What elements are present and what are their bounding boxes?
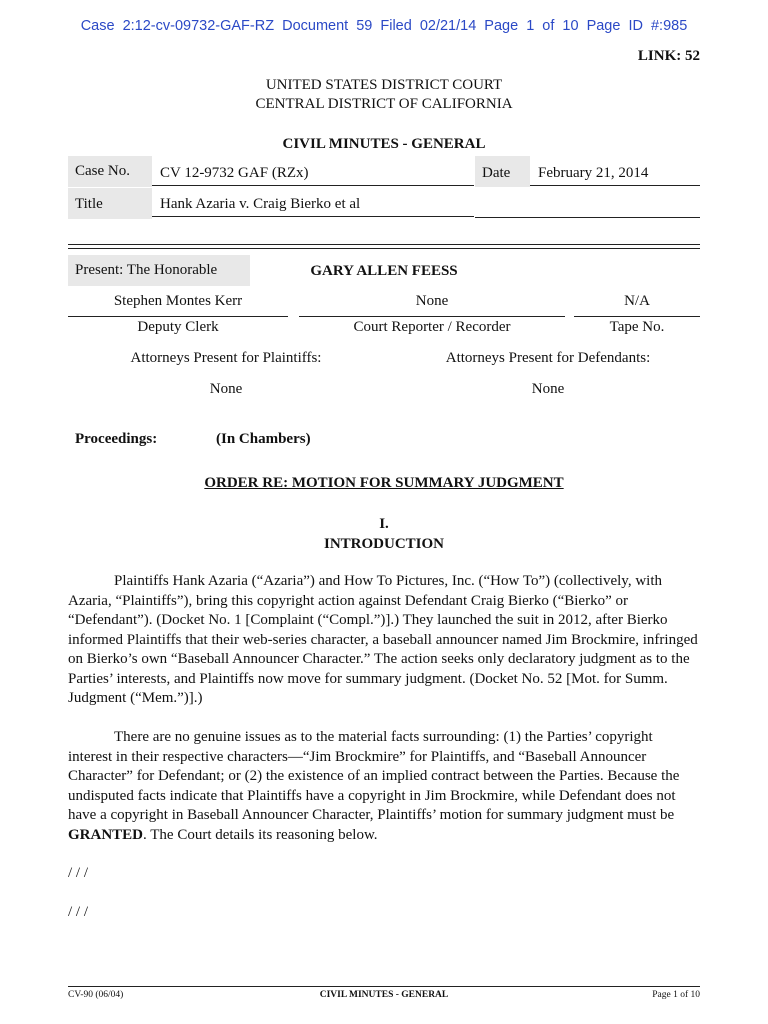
section-title: INTRODUCTION	[323, 536, 444, 552]
footer-page: Page 1 of 10	[652, 990, 700, 1000]
case-no-label: Case No.	[68, 156, 152, 187]
court-name	[0, 76, 768, 114]
attorneys-plaintiffs-label: Attorneys Present for Plaintiffs:	[130, 350, 322, 366]
proceedings-value: (In Chambers)	[216, 431, 311, 447]
case-header-stamp: Case 2:12-cv-09732-GAF-RZ Document 59 Filed 02/21/14 Page 1 of 10 Page ID #:985	[80, 18, 688, 34]
court-line-1: UNITED STATES DISTRICT COURT	[265, 77, 503, 93]
judge-name: GARY ALLEN FEESS	[310, 263, 458, 279]
deputy-clerk-label: Deputy Clerk	[137, 319, 219, 335]
footer-title: CIVIL MINUTES - GENERAL	[319, 990, 449, 1000]
section-break-2: / / /	[68, 904, 89, 920]
tape-no-value: N/A	[574, 293, 700, 317]
court-reporter-label: Court Reporter / Recorder	[353, 319, 511, 335]
double-rule	[68, 244, 700, 249]
paragraph-2-after: . The Court details its reasoning below.	[143, 826, 378, 843]
link-number: LINK: 52	[637, 48, 700, 64]
order-title-text: ORDER RE: MOTION FOR SUMMARY JUDGMENT	[204, 475, 564, 491]
attorneys-defendants-value: None	[531, 381, 565, 397]
paragraph-2-before: There are no genuine issues as to the material facts surrounding: (1) the Parties’ copyright interest in their respective characters—“Jim Brockmire” for Plaintiffs, and “Baseball Announcer Character” for Defendant; or (2) the existence of an implied contract between the Parties. Because the undisputed facts indicate that Plaintiffs have a copyright in Jim Brockmire, while Defendant does not have a copyright in Baseball Announcer Character, Plaintiffs’ motion for summary judgment must be	[68, 729, 680, 823]
paragraph-1-text: Plaintiffs Hank Azaria (“Azaria”) and How To Pictures, Inc. (“How To”) (collectively, with Azaria, “Plaintiffs”), bring this copyright action against Defendant Craig Bierko (“Bierko” or “Defendant”). (Docket No. 1 [Complaint (“Compl.”)].) They launched the suit in 2012, after Bierko informed Plaintiffs that their web-series character, a baseball announcer named Jim Brockmire, infringed on Bierko’s own “Baseball Announcer Character.” The action seeks only declaratory judgment as to the Parties’ interests, and Plaintiffs now move for summary judgment. (Docket No. 52 [Mot. for Summ. Judgment (“Mem.”)].)	[68, 573, 698, 706]
footer-rule	[68, 986, 700, 987]
case-no-value: CV 12-9732 GAF (RZx)	[152, 156, 474, 186]
footer-form-number: CV-90 (06/04)	[68, 990, 124, 1000]
deputy-clerk-name: Stephen Montes Kerr	[68, 293, 288, 317]
minutes-title: CIVIL MINUTES - GENERAL	[282, 136, 486, 152]
section-number: I.	[379, 516, 389, 532]
court-reporter-name: None	[299, 293, 565, 317]
proceedings-label: Proceedings:	[75, 431, 158, 447]
paragraph-2	[68, 728, 700, 845]
section-break-1: / / /	[68, 865, 89, 881]
present-label: Present: The Honorable	[68, 255, 250, 286]
paragraph-2-text	[68, 728, 700, 845]
attorneys-defendants-label: Attorneys Present for Defendants:	[445, 350, 651, 366]
date-value: February 21, 2014	[530, 156, 700, 186]
paragraph-1	[68, 572, 700, 709]
title-value: Hank Azaria v. Craig Bierko et al	[152, 188, 474, 217]
tape-no-label: Tape No.	[609, 319, 665, 335]
date-label: Date	[475, 156, 530, 187]
section-heading	[0, 514, 768, 554]
paragraph-2-granted: GRANTED	[68, 826, 144, 843]
order-title	[0, 475, 768, 492]
title-label: Title	[68, 188, 152, 219]
court-line-2: CENTRAL DISTRICT OF CALIFORNIA	[255, 96, 513, 112]
attorneys-plaintiffs-value: None	[209, 381, 243, 397]
title-blank-line	[475, 188, 700, 218]
